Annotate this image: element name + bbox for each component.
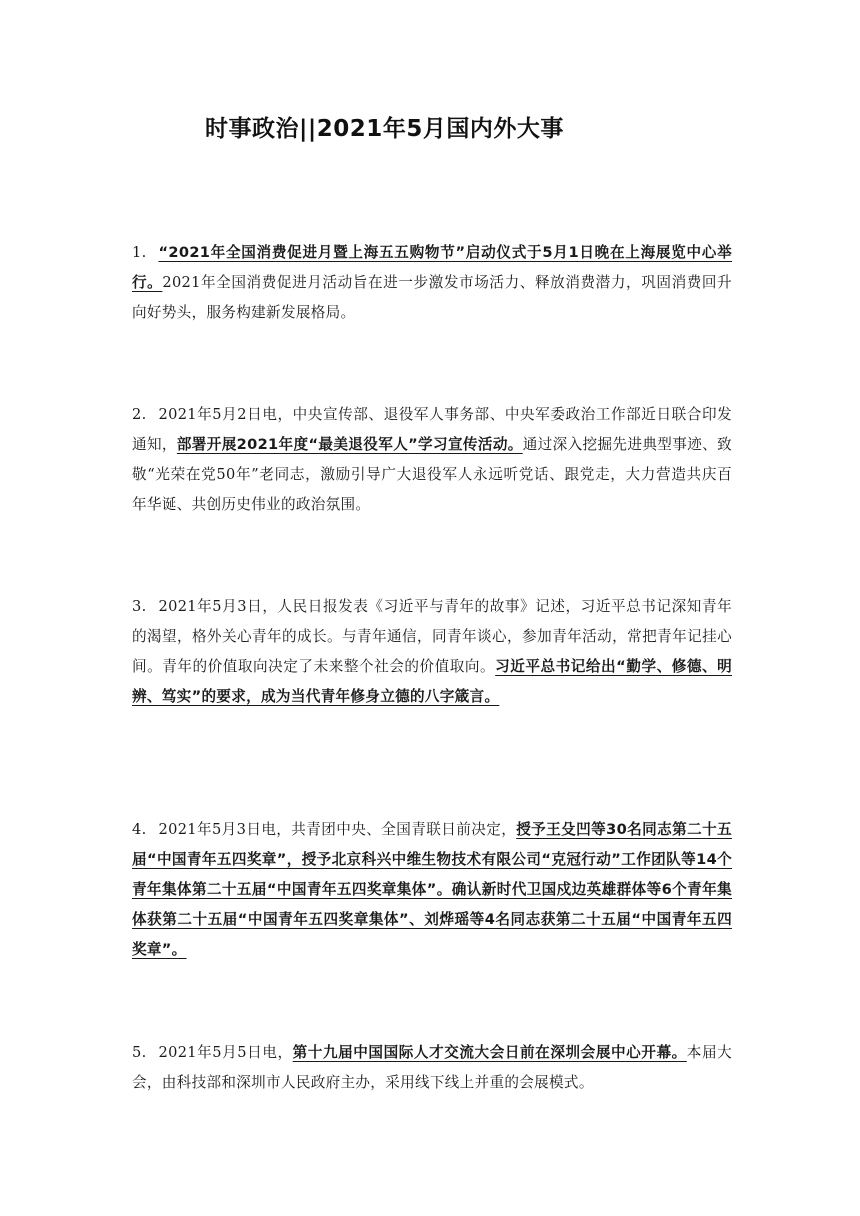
item-number: 4. bbox=[132, 821, 147, 838]
item-text: 2021年5月5日电， bbox=[158, 1044, 293, 1061]
item-number: 5. bbox=[132, 1044, 147, 1061]
item-number: 3. bbox=[132, 598, 147, 615]
news-item bbox=[132, 238, 732, 328]
item-text: 2021年5月3日，人民日报发表《习近平与青年的故事》记述，习近平总书记深知青年的渴望，格外关心青年的成长。与青年通信，同青年谈心，参加青年活动，常把青年记挂心间。青年的价值取向决定了未来整个社会的价值取向。 bbox=[132, 598, 732, 675]
news-item bbox=[132, 1038, 732, 1098]
item-text: 2021年全国消费促进月活动旨在进一步激发市场活力、释放消费潜力，巩固消费回升向好势头，服务构建新发展格局。 bbox=[132, 274, 733, 321]
item-highlight: 习近平总书记给出“勤学、修德、明辨、笃实”的要求，成为当代青年修身立德的八字箴言。 bbox=[132, 658, 732, 705]
item-text: 通过深入挖掘先进典型事迹、致敬“光荣在党50年”老同志，激励引导广大退役军人永远听党话、跟党走，大力营造共庆百年华诞、共创历史伟业的政治氛围。 bbox=[132, 436, 732, 513]
item-highlight: 第十九届中国国际人才交流大会日前在深圳会展中心开幕。 bbox=[292, 1044, 687, 1061]
document-title: 时事政治||2021年5月国内外大事 bbox=[205, 116, 564, 142]
item-text: 本届大会，由科技部和深圳市人民政府主办，采用线下线上并重的会展模式。 bbox=[132, 1044, 732, 1091]
news-item bbox=[132, 592, 732, 712]
news-item bbox=[132, 400, 732, 520]
item-text: 2021年5月2日电，中央宣传部、退役军人事务部、中央军委政治工作部近日联合印发通知， bbox=[132, 406, 732, 453]
item-text: 2021年5月3日电，共青团中央、全国青联日前决定， bbox=[158, 821, 517, 838]
news-item bbox=[132, 815, 732, 965]
item-number: 2. bbox=[132, 406, 147, 423]
item-highlight: 授予王殳凹等30名同志第二十五届“中国青年五四奖章”，授予北京科兴中维生物技术有限公司“克冠行动”工作团队等14个青年集体第二十五届“中国青年五四奖章集体”。确认新时代卫国戍边英雄群体等6个青年集体获第二十五届“中国青年五四奖章集体”、刘烨瑶等4名同志获第二十五届“中国青年五四奖章”。 bbox=[132, 821, 732, 958]
item-highlight: 部署开展2021年度“最美退役军人”学习宣传活动。 bbox=[176, 436, 523, 453]
item-highlight: “2021年全国消费促进月暨上海五五购物节”启动仪式于5月1日晚在上海展览中心举行。 bbox=[132, 244, 732, 291]
item-number: 1. bbox=[132, 244, 147, 261]
